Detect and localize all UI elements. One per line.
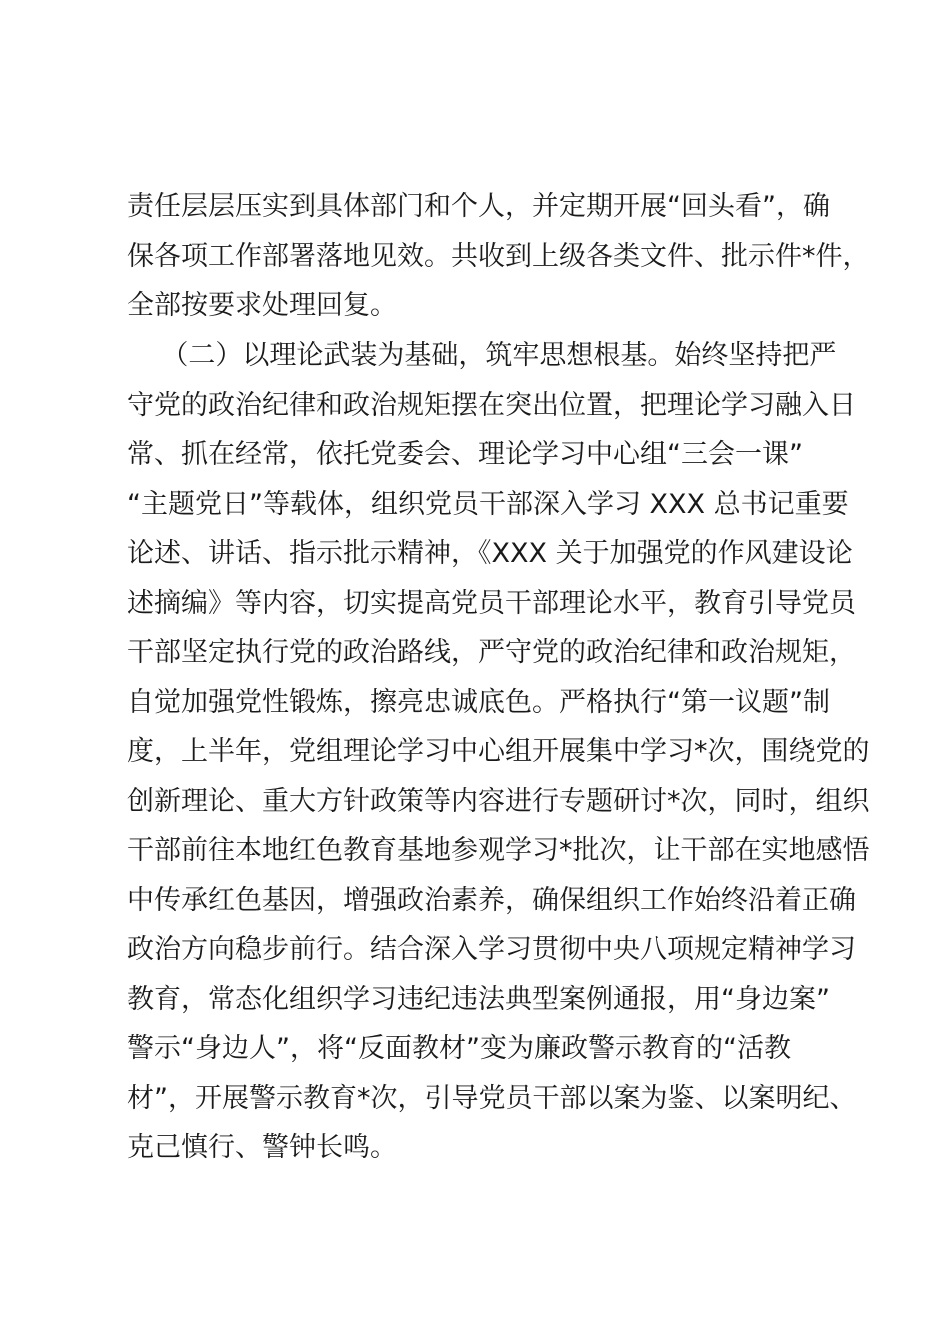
paragraph-line: 常、抓在经常，依托党委会、理论学习中心组“三会一课”	[127, 439, 803, 470]
paragraph-line: 自觉加强党性锻炼，擦亮忠诚底色。严格执行“第一议题”制	[127, 686, 830, 718]
paragraph-line: 度，上半年，党组理论学习中心组开展集中学习*次，围绕党的	[127, 736, 870, 767]
paragraph-line: 守党的政治纪律和政治规矩摆在突出位置，把理论学习融入日	[127, 389, 856, 421]
paragraph-section-two	[127, 331, 870, 1173]
paragraph-line: 论述、讲话、指示批示精神，《XXX 关于加强党的作风建设论	[127, 538, 853, 569]
paragraph-line: 教育，常态化组织学习违纪违法典型案例通报，用“身边案”	[127, 983, 830, 1015]
paragraph-line: 中传承红色基因，增强政治素养，确保组织工作始终沿着正确	[127, 884, 856, 916]
paragraph-line: 干部坚定执行党的政治路线，严守党的政治纪律和政治规矩，	[127, 637, 856, 668]
paragraph-line: 创新理论、重大方针政策等内容进行专题研讨*次，同时，组织	[127, 785, 870, 817]
paragraph-line: 干部前往本地红色教育基地参观学习*批次，让干部在实地感悟	[127, 835, 870, 866]
paragraph-line: “主题党日”等载体，组织党员干部深入学习 XXX 总书记重要	[127, 488, 849, 520]
paragraph-line: 材”，开展警示教育*次，引导党员干部以案为鉴、以案明纪、	[127, 1082, 857, 1114]
paragraph-line: 政治方向稳步前行。结合深入学习贯彻中央八项规定精神学习	[127, 934, 856, 965]
paragraph-continuation	[127, 182, 870, 331]
paragraph-line: 警示“身边人”，将“反面教材”变为廉政警示教育的“活教	[127, 1033, 791, 1064]
paragraph-line: 责任层层压实到具体部门和个人，并定期开展“回头看”，确	[127, 191, 830, 222]
paragraph-line: 保各项工作部署落地见效。共收到上级各类文件、批示件*件，	[127, 240, 870, 272]
paragraph-line: 述摘编》等内容，切实提高党员干部理论水平，教育引导党员	[127, 587, 856, 619]
paragraph-line: （二）以理论武装为基础，筑牢思想根基。始终坚持把严	[127, 340, 837, 371]
paragraph-line: 克己慎行、警钟长鸣。	[127, 1132, 397, 1163]
paragraph-line: 全部按要求处理回复。	[127, 290, 397, 321]
